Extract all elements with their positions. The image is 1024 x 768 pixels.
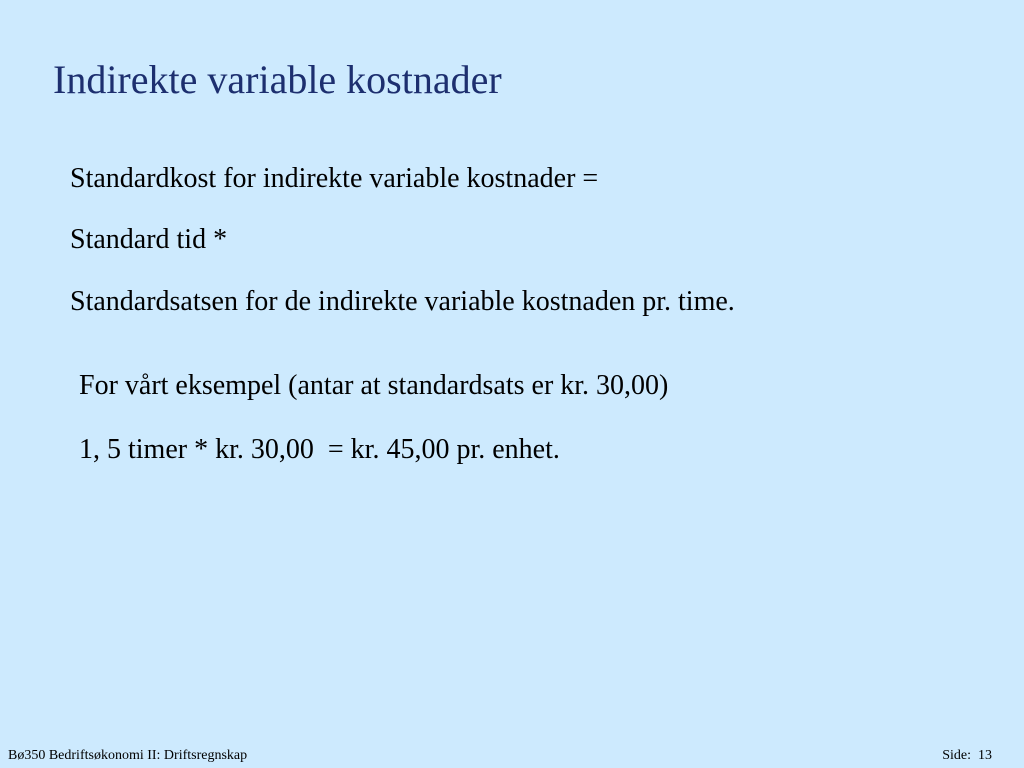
footer-page xyxy=(942,748,992,764)
footer-course: Bø350 Bedriftsøkonomi II: Driftsregnskap xyxy=(8,748,248,763)
body-line-standard-rate: Standardsatsen for de indirekte variable kostnaden pr. time. xyxy=(70,286,735,317)
body-line-formula: Standardkost for indirekte variable kostnader = xyxy=(70,163,599,194)
example-calculation: 1, 5 timer * kr. 30,00 = kr. 45,00 pr. enhet. xyxy=(79,434,560,465)
page-label: Side: xyxy=(942,748,971,763)
slide-title: Indirekte variable kostnader xyxy=(53,57,502,102)
body-line-standard-time: Standard tid * xyxy=(70,224,228,255)
example-intro: For vårt eksempel (antar at standardsats er kr. 30,00) xyxy=(79,370,669,401)
page-number: 13 xyxy=(978,748,992,763)
